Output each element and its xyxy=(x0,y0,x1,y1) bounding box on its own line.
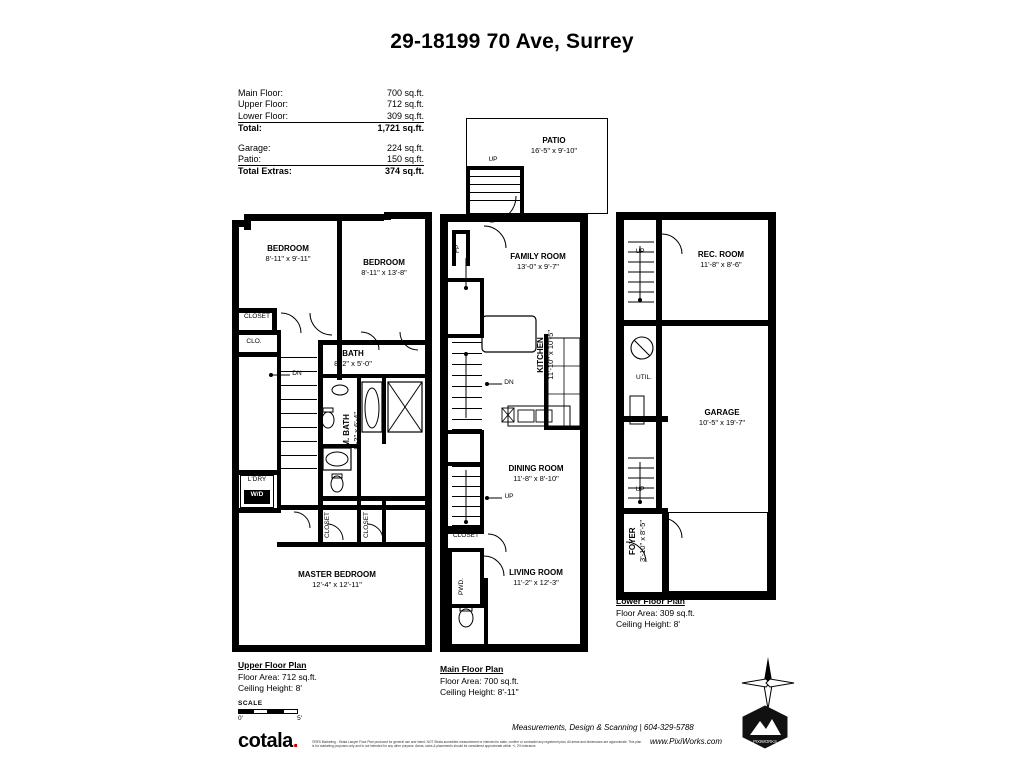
room-dimension: 11'-8" x 8'-6" xyxy=(700,260,742,269)
label-washer-dryer: W/D xyxy=(250,491,264,498)
room-patio xyxy=(500,136,608,156)
room-name: BEDROOM xyxy=(267,244,309,253)
area-summary-table xyxy=(238,88,424,178)
room-dimension: 13'-0" x 9'-7" xyxy=(517,262,559,271)
extra-label: Garage: xyxy=(238,142,271,153)
area-value: 700 sq.ft. xyxy=(386,88,424,98)
scale-label: SCALE xyxy=(238,700,263,707)
area-value: 309 sq.ft. xyxy=(386,110,424,121)
room-name: KITCHEN xyxy=(536,337,545,373)
area-label: Main Floor: xyxy=(238,88,284,98)
label-closet: CLOSET xyxy=(452,532,479,539)
room-dimension: 12'-4" x 12'-11" xyxy=(312,580,362,589)
main-floor-caption xyxy=(440,664,620,698)
room-bedroom-1 xyxy=(240,244,336,264)
upper-floor-caption xyxy=(238,660,418,694)
caption-heading: Main Floor Plan xyxy=(440,664,504,674)
spacer xyxy=(238,135,424,143)
room-dimension: 3'-10" x 8'-5" xyxy=(638,520,647,562)
room-name: DINING ROOM xyxy=(508,464,564,473)
room-living xyxy=(486,568,586,588)
table-row xyxy=(238,111,424,123)
room-dimension: 11'-10" x 10'-5" xyxy=(546,330,555,380)
room-name: M. BATH xyxy=(342,414,351,448)
measurements-credit: Measurements, Design & Scanning | 604-329-5788 xyxy=(512,723,694,732)
room-foyer xyxy=(628,520,647,562)
area-label: Upper Floor: xyxy=(238,99,289,110)
room-name: MASTER BEDROOM xyxy=(298,570,376,579)
caption-ceiling: Ceiling Height: 8' xyxy=(238,683,302,693)
room-garage xyxy=(672,408,772,428)
logo-text: cotala xyxy=(238,730,293,752)
room-dimension: 10'-5" x 19'-7" xyxy=(698,418,746,427)
room-name: FAMILY ROOM xyxy=(510,252,566,261)
caption-heading: Upper Floor Plan xyxy=(238,660,307,670)
upper-floor-plan xyxy=(232,212,432,693)
caption-area: Floor Area: 309 sq.ft. xyxy=(616,608,695,618)
caption-ceiling: Ceiling Height: 8' xyxy=(616,619,680,629)
table-row-total xyxy=(238,166,424,178)
caption-area: Floor Area: 712 sq.ft. xyxy=(238,672,317,682)
room-dimension: 8'-11" x 9'-11" xyxy=(265,254,311,263)
page-title: 29-18199 70 Ave, Surrey xyxy=(390,30,634,53)
room-name: GARAGE xyxy=(704,408,740,417)
label-clo: CLO. xyxy=(246,338,262,345)
area-label: Lower Floor: xyxy=(238,110,289,121)
area-total-label: Total: xyxy=(238,123,338,135)
room-name: BATH xyxy=(342,349,364,358)
label-up: UP xyxy=(635,248,645,255)
cotala-logo xyxy=(238,730,298,753)
scale-bar xyxy=(238,700,302,722)
room-bath xyxy=(320,349,386,369)
extra-value: 150 sq.ft. xyxy=(386,154,424,165)
room-name: PATIO xyxy=(542,136,566,145)
extra-value: 224 sq.ft. xyxy=(386,142,424,153)
area-value: 712 sq.ft. xyxy=(386,99,424,110)
svg-text:PIXIWORKS: PIXIWORKS xyxy=(753,739,777,744)
lower-floor-plan xyxy=(616,212,776,629)
room-kitchen xyxy=(536,330,555,380)
label-laundry: L'DRY xyxy=(247,476,267,483)
logo-dot: . xyxy=(292,730,298,752)
label-powder: PWD. xyxy=(458,578,465,596)
label-up: UP xyxy=(488,156,498,163)
label-closet: CLOSET xyxy=(363,512,370,539)
room-bedroom-2 xyxy=(342,258,426,278)
table-row-total xyxy=(238,123,424,135)
table-row xyxy=(238,143,424,154)
extra-label: Patio: xyxy=(238,154,262,165)
scale-start: 0' xyxy=(238,715,243,722)
label-utility: UTIL. xyxy=(636,374,652,381)
label-fireplace: FP xyxy=(454,244,461,254)
pixiworks-badge xyxy=(740,705,790,749)
room-dimension: 11'-2" x 12'-3" xyxy=(513,578,559,587)
label-closet: CLOSET xyxy=(243,313,270,320)
table-row xyxy=(238,99,424,110)
room-master-bath xyxy=(342,412,361,450)
scale-end: 5' xyxy=(297,715,302,722)
label-up: UP xyxy=(504,493,514,500)
room-dimension: 8'-2" x 5'-0" xyxy=(334,359,372,368)
room-family xyxy=(486,252,590,272)
label-down: DN xyxy=(292,370,302,377)
room-master-bedroom xyxy=(262,570,412,590)
table-row xyxy=(238,88,424,99)
label-up: UP xyxy=(635,486,645,493)
fineprint-text: ©RES Marketing - Strata Lawyer Floor Plan produced for general use and intent. NOT Strata accredited measurement or intended to state, confirm or contradict any registered plan. All areas and dimensions are approximate. This plan is for marketing purposes only and is not intended for any other purpose. Areas, sizes & placements should be considered approximate within +/- 2% tolerance. xyxy=(312,740,642,748)
table-row xyxy=(238,154,424,166)
pixiworks-url: www.PixiWorks.com xyxy=(650,737,723,746)
room-name: LIVING ROOM xyxy=(509,568,563,577)
room-name: REC. ROOM xyxy=(697,250,745,259)
label-closet: CLOSET xyxy=(324,512,331,539)
room-dining xyxy=(486,464,586,484)
main-floor-plan xyxy=(440,118,610,697)
area-total-value: 1,721 sq.ft. xyxy=(338,123,424,135)
caption-heading: Lower Floor Plan xyxy=(616,596,685,606)
caption-ceiling: Ceiling Height: 8'-11" xyxy=(440,687,519,697)
extras-total-label: Total Extras: xyxy=(238,166,338,178)
room-dimension: 16'-5" x 9'-10" xyxy=(530,146,578,155)
room-dimension: 11'-8" x 8'-10" xyxy=(513,474,559,483)
label-down: DN xyxy=(504,379,514,386)
caption-area: Floor Area: 700 sq.ft. xyxy=(440,676,519,686)
room-name: BEDROOM xyxy=(363,258,405,267)
room-dimension: 8'-2" x 6'-4" xyxy=(352,412,361,450)
scale-graphic xyxy=(238,709,300,714)
extras-total-value: 374 sq.ft. xyxy=(338,166,424,178)
room-name: FOYER xyxy=(628,527,637,555)
lower-floor-caption xyxy=(616,596,796,630)
room-rec xyxy=(674,250,768,270)
room-dimension: 8'-11" x 13'-8" xyxy=(361,268,407,277)
